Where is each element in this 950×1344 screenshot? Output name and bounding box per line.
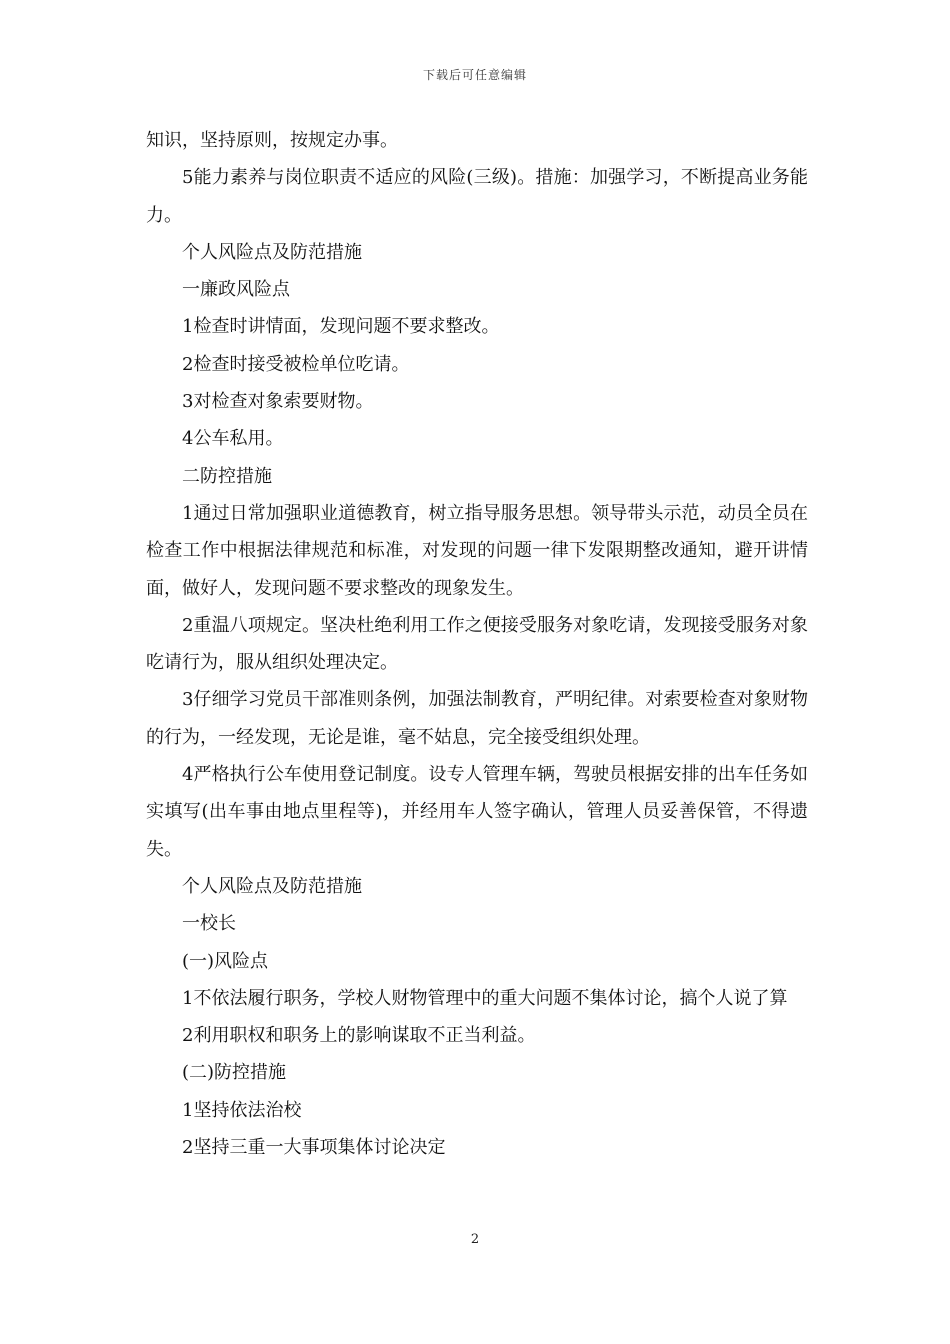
list-item: 1不依法履行职务，学校人财物管理中的重大问题不集体讨论，搞个人说了算: [182, 987, 788, 1009]
section-heading-personal-risk: 个人风险点及防范措施: [182, 241, 362, 263]
list-item: 1检查时讲情面，发现问题不要求整改。: [182, 316, 500, 338]
list-item: 2利用职权和职务上的影响谋取不正当利益。: [182, 1025, 536, 1047]
page-header: 下载后可任意编辑: [422, 68, 527, 82]
list-item: 3仔细学习党员干部准则条例，加强法制教育，严明纪律。对索要检查对象财物的行为，一经发现，无论是谁，毫不姑息，完全接受组织处理。: [146, 689, 808, 748]
list-item: 2坚持三重一大事项集体讨论决定: [182, 1137, 446, 1159]
paragraph-2: 5能力素养与岗位职责不适应的风险(三级)。措施：加强学习，不断提高业务能力。: [146, 167, 808, 226]
list-item: 1坚持依法治校: [182, 1099, 302, 1121]
section-heading-personal-risk: 个人风险点及防范措施: [182, 875, 362, 897]
list-item: 3对检查对象索要财物。: [182, 391, 374, 413]
list-item: 4公车私用。: [182, 428, 284, 450]
list-item: 2重温八项规定。坚决杜绝利用工作之便接受服务对象吃请，发现接受服务对象吃请行为，服从组织处理决定。: [146, 614, 808, 674]
list-item: 2检查时接受被检单位吃请。: [182, 353, 410, 375]
paragraph-1: 知识，坚持原则，按规定办事。: [146, 130, 398, 151]
subheading-control-measures: (二)防控措施: [182, 1062, 287, 1084]
subheading-control-measures: 二防控措施: [182, 465, 272, 487]
subheading-risk-points: (一)风险点: [182, 950, 269, 972]
list-item: 4严格执行公车使用登记制度。设专人管理车辆，驾驶员根据安排的出车任务如实填写(出车事由地点里程等)，并经用车人签字确认，管理人员妥善保管，不得遗失。: [146, 764, 808, 860]
subheading-integrity-risk: 一廉政风险点: [182, 279, 290, 301]
document-body: [146, 122, 808, 1166]
subheading-principal: 一校长: [182, 913, 236, 935]
list-item: 1通过日常加强职业道德教育，树立指导服务思想。领导带头示范，动员全员在检查工作中根据法律规范和标准，对发现的问题一律下发限期整改通知，避开讲情面，做好人，发现问题不要求整改的现象发生。: [146, 502, 808, 599]
page-number: 2: [470, 1232, 480, 1247]
